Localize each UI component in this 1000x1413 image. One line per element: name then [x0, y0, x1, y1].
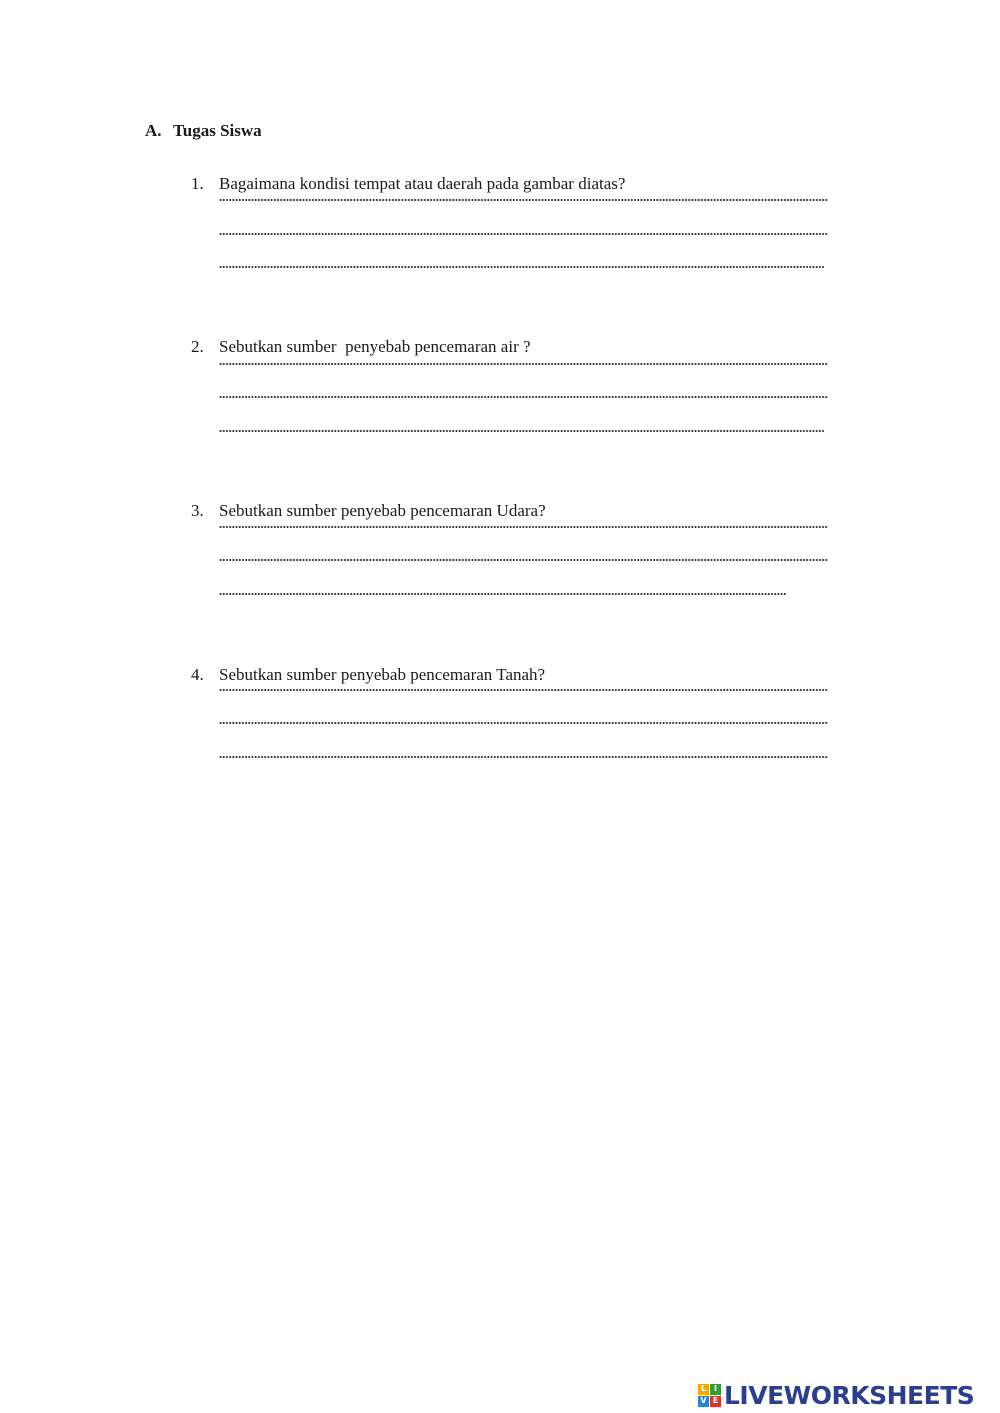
answer-line-4-2[interactable] — [219, 721, 828, 725]
question-number: 4. — [191, 665, 204, 684]
question-1 — [174, 154, 625, 214]
answer-line-1-3[interactable] — [219, 265, 824, 269]
answer-line-4-1[interactable] — [219, 688, 828, 692]
question-4 — [174, 645, 545, 705]
logo-badge-letter: L — [698, 1384, 709, 1395]
section-letter: A. — [145, 121, 162, 140]
question-number: 2. — [191, 337, 204, 356]
logo-text: LIVEWORKSHEETS — [724, 1380, 975, 1410]
logo-badge-letter: I — [710, 1384, 721, 1395]
answer-line-3-2[interactable] — [219, 558, 828, 562]
answer-line-3-3[interactable] — [219, 592, 786, 596]
answer-line-2-1[interactable] — [219, 362, 828, 366]
liveworksheets-logo — [698, 1380, 974, 1410]
question-text: Sebutkan sumber penyebab pencemaran air ? — [219, 337, 531, 356]
answer-line-1-2[interactable] — [219, 232, 828, 236]
question-2 — [174, 317, 531, 377]
question-text: Sebutkan sumber penyebab pencemaran Udara? — [219, 501, 546, 520]
answer-line-2-2[interactable] — [219, 395, 828, 399]
logo-badge-letter: V — [698, 1396, 709, 1407]
answer-line-2-3[interactable] — [219, 429, 824, 433]
question-number: 3. — [191, 501, 204, 520]
question-3 — [174, 481, 546, 541]
answer-line-4-3[interactable] — [219, 755, 828, 759]
question-text: Sebutkan sumber penyebab pencemaran Tanah? — [219, 665, 546, 684]
section-title: Tugas Siswa — [173, 121, 262, 140]
answer-line-1-1[interactable] — [219, 198, 828, 202]
logo-badge-letter: E — [710, 1396, 721, 1407]
logo-badge-icon — [698, 1384, 721, 1407]
question-number: 1. — [191, 174, 204, 193]
answer-line-3-1[interactable] — [219, 525, 828, 529]
section-heading — [145, 121, 262, 141]
question-text: Bagaimana kondisi tempat atau daerah pada gambar diatas? — [219, 174, 626, 193]
